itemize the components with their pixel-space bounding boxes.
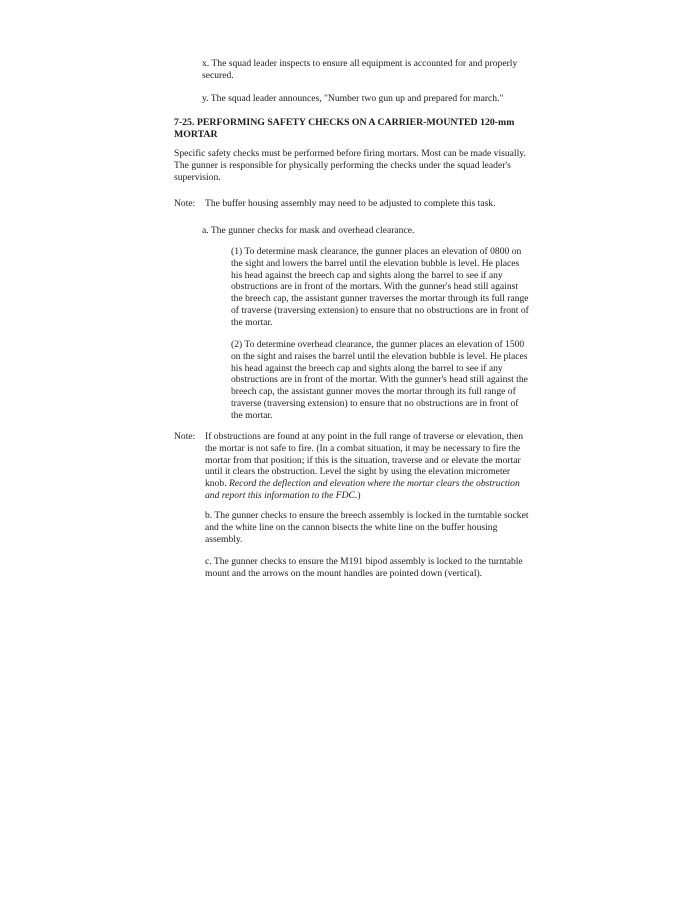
note-body: If obstructions are found at any point in the full range of traverse or elevation, then the mortar is not safe to fire. (In a combat situation, it may be necessary to fire the mortar from that position; if this is the situation, traverse and or elevate the mortar until it clears the obstruction. Level the sight by using the elevation micrometer knob.: [205, 431, 524, 490]
note-close: ): [357, 489, 361, 501]
step-c: c. The gunner checks to ensure the M191 bipod assembly is locked to the turntable mount and the arrows on the mount handles are pointed down (vertical).: [205, 556, 523, 579]
step-a-overhead-clearance: (2) To determine overhead clearance, the gunner places an elevation of 1500 on the sight and raises the barrel until the elevation bubble is level. He places his head against the breech cap and sights along the barrel to see if any obstructions are in front of the mortar. With the gunner's head still against the breech cap, the assistant gunner moves the mortar through its full range of traverse (traversing extension) to ensure that no obstructions are in front of the mortar.: [231, 339, 528, 421]
section-heading: 7-25. PERFORMING SAFETY CHECKS ON A CARRIER-MOUNTED 120-mm MORTAR: [174, 117, 515, 140]
note-obstructions: [174, 431, 534, 502]
step-a-mask-clearance: (1) To determine mask clearance, the gunner places an elevation of 0800 on the sight and lowers the barrel until the elevation bubble is level. He places his head against the breech cap and sights along the barrel to see if any obstructions are in front of the mortars. With the gunner's head still against the breech cap, the assistant gunner traverses the mortar through its full range of traverse (traversing extension) to ensure that no obstructions are in front of the mortar.: [231, 246, 529, 328]
note-label: Note:: [174, 431, 196, 442]
note-buffer: [174, 198, 554, 210]
step-a: a. The gunner checks for mask and overhead clearance.: [202, 225, 415, 236]
note-text: [205, 431, 534, 502]
item-y: y. The squad leader announces, "Number two gun up and prepared for march.": [202, 93, 504, 104]
section-intro: Specific safety checks must be performed before firing mortars. Most can be made visually. The gunner is responsible for physically performing the checks under the squad leader's supervision.: [174, 148, 526, 183]
note-italic-instruction: Record the deflection and elevation where the mortar clears the obstruction and report this information to the FDC.: [205, 478, 520, 501]
note-text: The buffer housing assembly may need to be adjusted to complete this task.: [205, 198, 496, 209]
item-x: x. The squad leader inspects to ensure all equipment is accounted for and properly secured.: [202, 58, 518, 81]
note-label: Note:: [174, 198, 196, 209]
step-b: b. The gunner checks to ensure the breech assembly is locked in the turntable socket and the white line on the cannon bisects the white line on the buffer housing assembly.: [205, 510, 529, 545]
